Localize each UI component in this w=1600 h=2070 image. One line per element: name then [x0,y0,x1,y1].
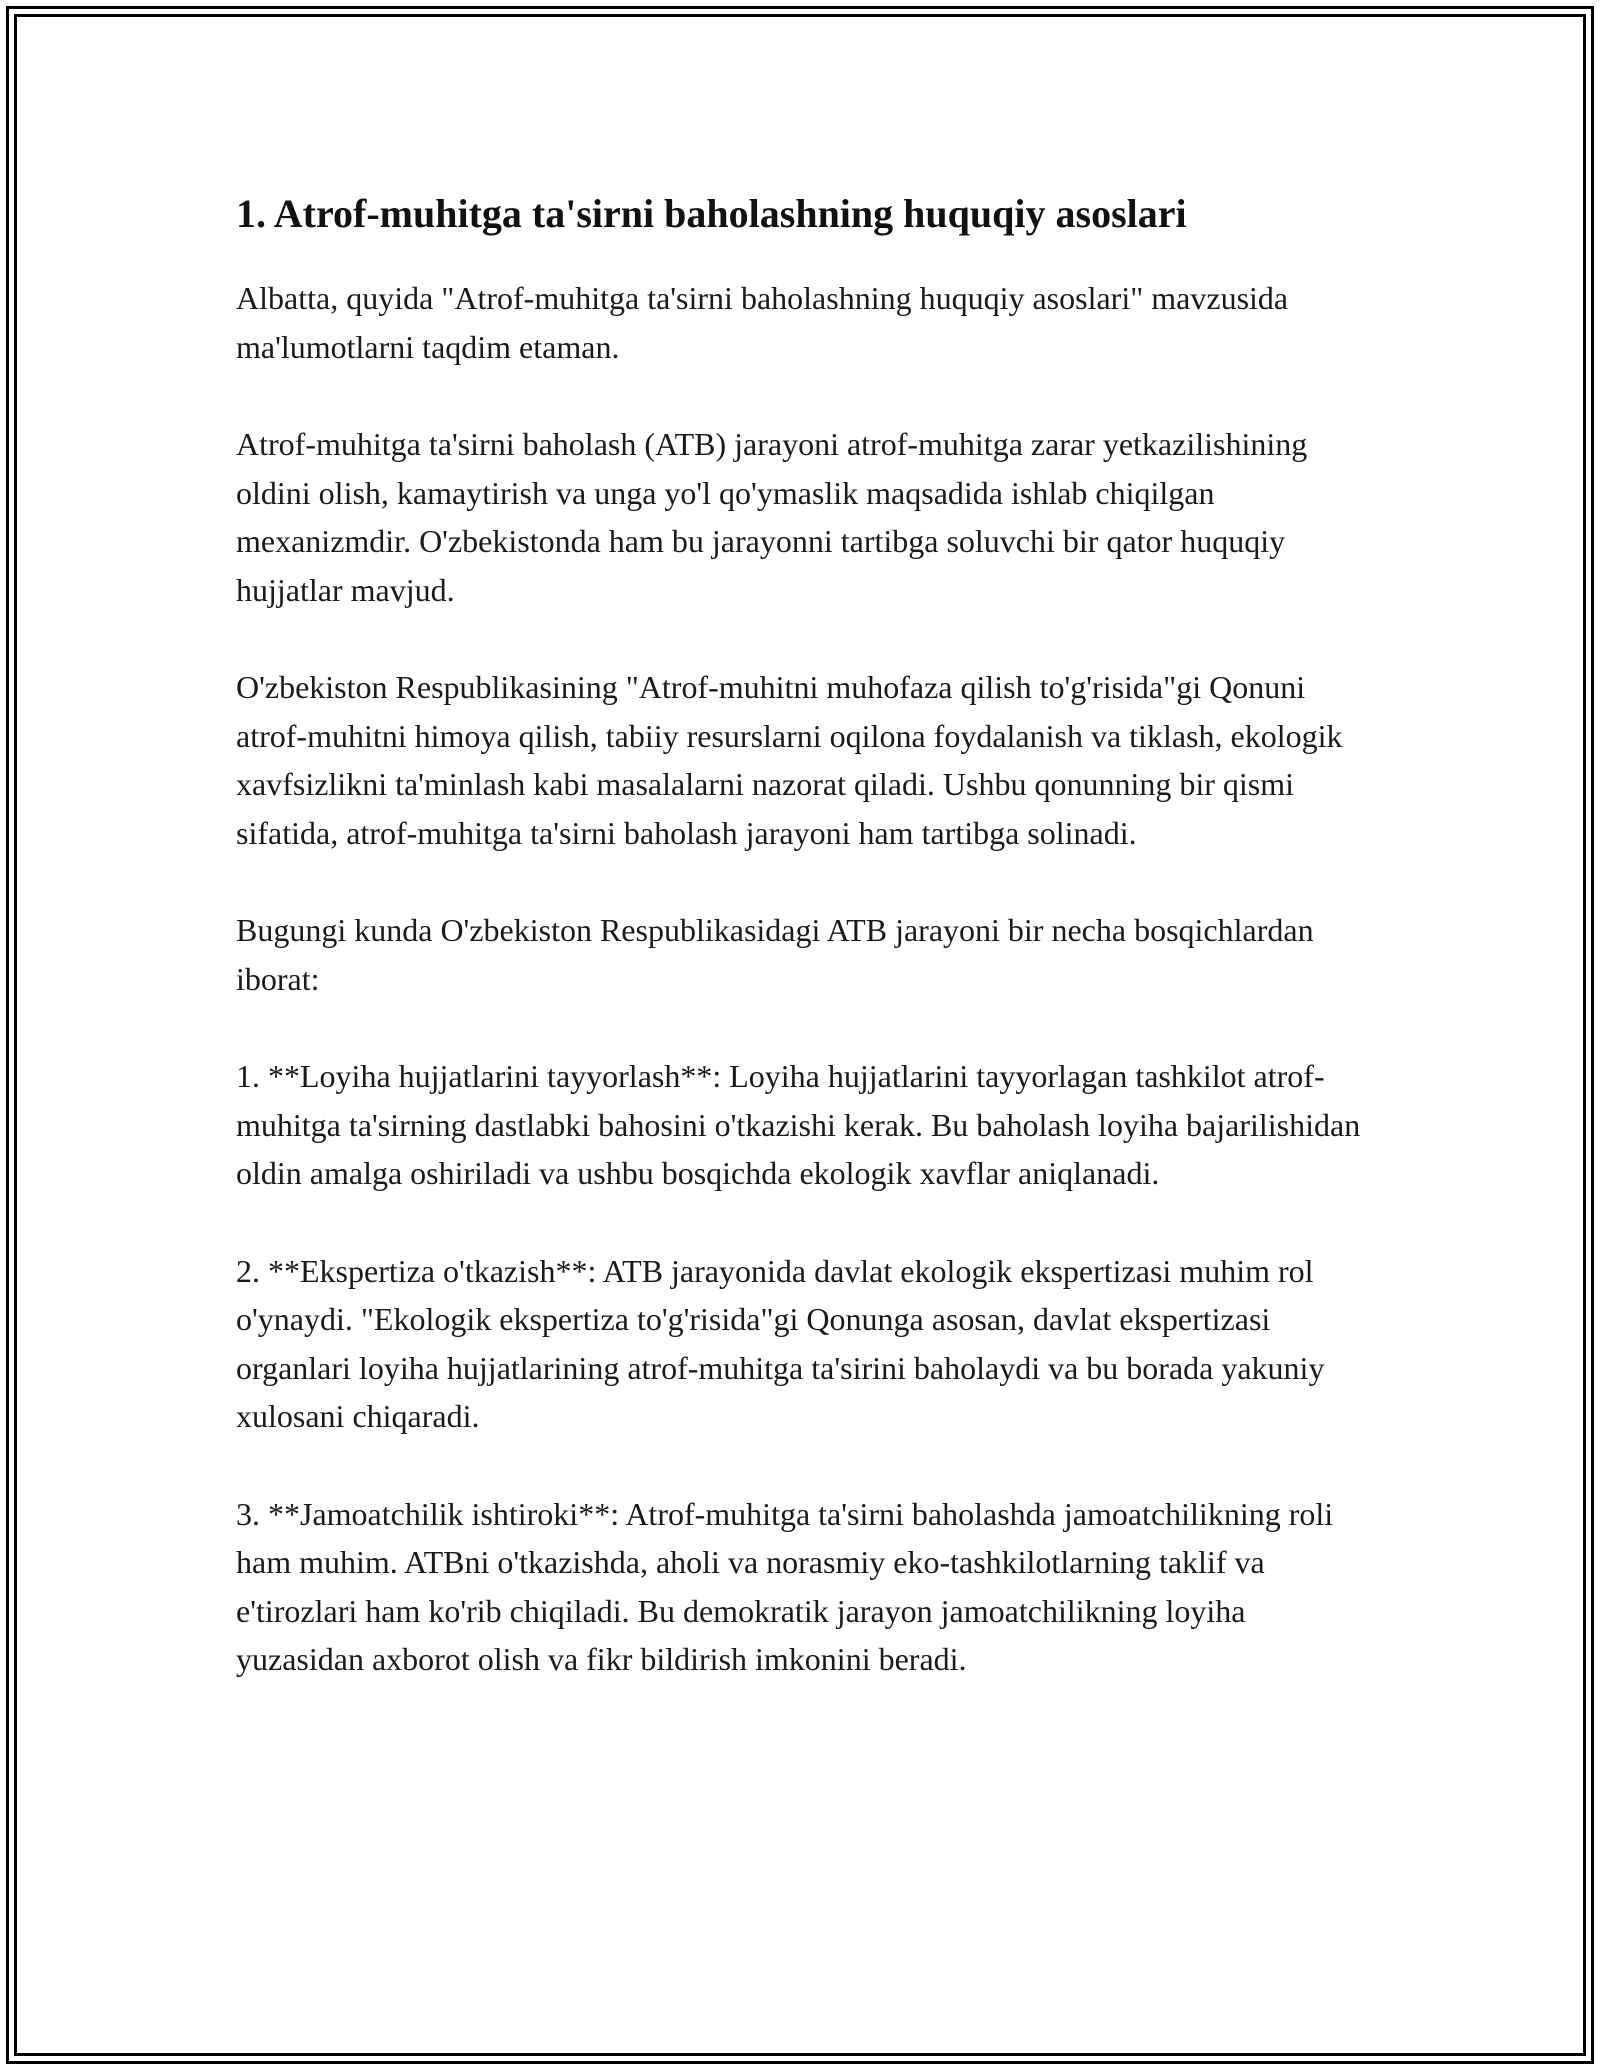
intro-paragraph: Albatta, quyida "Atrof-muhitga ta'sirni baholashning huquqiy asoslari" mavzusida ma'lumotlarni taqdim etaman. [236,280,1289,365]
stage-3-paragraph: 3. **Jamoatchilik ishtiroki**: Atrof-muhitga ta'sirni baholashda jamoatchilikning roli ham muhim. ATBni o'tkazishda, aholi va norasmiy eko-tashkilotlarning taklif va e'tirozlari ham ko'rib chiqiladi. Bu demokratik jarayon jamoatchilikning loyiha yuzasidan axborot olish va fikr bildirish imkonini beradi. [236,1495,1334,1677]
stage-2-paragraph: 2. **Ekspertiza o'tkazish**: ATB jarayonida davlat ekologik ekspertizasi muhim rol o'ynaydi. "Ekologik ekspertiza to'g'risida"gi Qonunga asosan, davlat ekspertizasi organlari loyiha hujjatlarining atrof-muhitga ta'sirini baholaydi va bu borada yakuniy xulosani chiqaradi. [236,1252,1325,1434]
document-title: 1. Atrof-muhitga ta'sirni baholashning huquqiy asoslari [236,191,1187,236]
stage-1-paragraph: 1. **Loyiha hujjatlarini tayyorlash**: Loyiha hujjatlarini tayyorlagan tashkilot atrof-muhitga ta'sirning dastlabki bahosini o'tkazishi kerak. Bu baholash loyiha bajarilishidan oldin amalga oshiriladi va ushbu bosqichda ekologik xavflar aniqlanadi. [236,1058,1361,1191]
atb-definition-paragraph: Atrof-muhitga ta'sirni baholash (ATB) jarayoni atrof-muhitga zarar yetkazilishining oldini olish, kamaytirish va unga yo'l qo'ymaslik maqsadida ishlab chiqilgan mexanizmdir. O'zbekistonda ham bu jarayonni tartibga soluvchi bir qator huquqiy hujjatlar mavjud. [236,426,1308,608]
law-paragraph: O'zbekiston Respublikasining "Atrof-muhitni muhofaza qilish to'g'risida"gi Qonuni atrof-muhitni himoya qilish, tabiiy resurslarni oqilona foydalanish va tiklash, ekologik xavfsizlikni ta'minlash kabi masalalarni nazorat qiladi. Ushbu qonunning bir qismi sifatida, atrof-muhitga ta'sirni baholash jarayoni ham tartibga solinadi. [236,669,1343,851]
stages-intro-paragraph: Bugungi kunda O'zbekiston Respublikasidagi ATB jarayoni bir necha bosqichlardan iborat: [236,912,1314,997]
document-body [236,188,1376,1733]
